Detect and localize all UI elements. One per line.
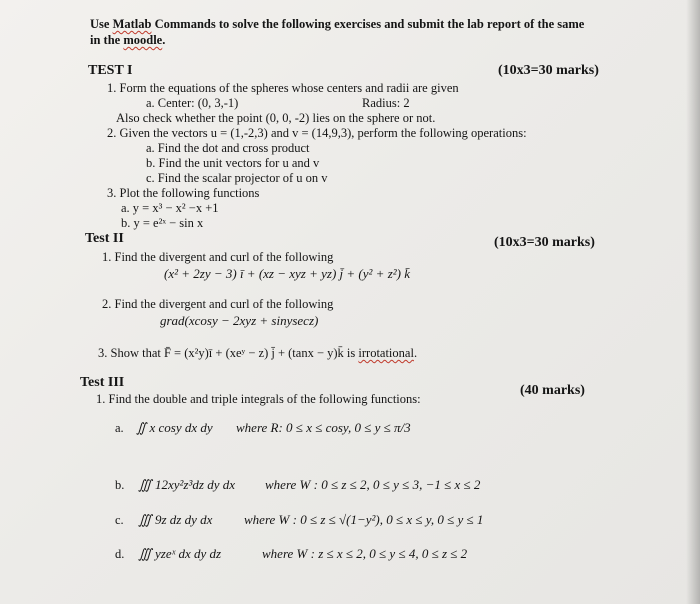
- test-3-item-a-label: a.: [115, 421, 124, 435]
- test-1-question-1a: a. Center: (0, 3,-1): [146, 96, 239, 110]
- instructions-text: .: [162, 33, 166, 47]
- test-1-question-3a: a. y = x³ − x² −x +1: [121, 201, 219, 215]
- test-1-question-2b: b. Find the unit vectors for u and v: [146, 156, 320, 170]
- test-1-question-1-check: Also check whether the point (0, 0, -2) lies on the sphere or not.: [116, 111, 436, 125]
- page-edge-shadow: [686, 0, 700, 604]
- test-3-marks: (40 marks): [520, 383, 585, 398]
- test-1-question-2c: c. Find the scalar projector of u on v: [146, 171, 328, 185]
- instructions-text: Use: [90, 17, 113, 31]
- test-3-item-d-integral: ∭ yzeˣ dx dy dz: [138, 546, 222, 561]
- test-3-item-c-integral: ∭ 9z dz dy dx: [138, 512, 213, 527]
- moodle-word: moodle: [123, 33, 163, 47]
- test-2-question-1: 1. Find the divergent and curl of the following: [102, 250, 334, 264]
- instructions-text: Commands to solve the following exercises and submit the lab report of the same: [151, 17, 585, 31]
- test-2-question-3-text: 3. Show that F̄ = (x²y)ī + (xeʸ − z) j̄ + (tanx − y)k̄ is: [98, 346, 359, 360]
- test-1-question-3b: b. y = e²ˣ − sin x: [121, 216, 204, 230]
- test-3-question-1: 1. Find the double and triple integrals of the following functions:: [96, 392, 421, 406]
- test-1-question-1a-radius: Radius: 2: [362, 96, 410, 110]
- test-1-question-2a: a. Find the dot and cross product: [146, 141, 310, 155]
- instructions-text: in the: [90, 33, 124, 47]
- instructions-line-2: [90, 33, 165, 47]
- test-3-item-d-label: d.: [115, 547, 125, 561]
- test-2-question-2: 2. Find the divergent and curl of the following: [102, 297, 334, 311]
- test-1-marks: (10x3=30 marks): [498, 63, 599, 78]
- test-1-question-1: 1. Form the equations of the spheres whose centers and radii are given: [107, 81, 459, 95]
- test-3-item-a-region: where R: 0 ≤ x ≤ cosy, 0 ≤ y ≤ π/3: [236, 420, 411, 435]
- irrotational-word: irrotational: [358, 346, 414, 360]
- test-3-item-d-region: where W : z ≤ x ≤ 2, 0 ≤ y ≤ 4, 0 ≤ z ≤ 2: [262, 546, 468, 561]
- test-2-marks: (10x3=30 marks): [494, 235, 595, 250]
- test-3-item-a-integral: ∬ x cosy dx dy: [136, 420, 213, 435]
- instructions-line-1: [90, 17, 584, 31]
- test-3-item-b-integral: ∭ 12xy²z³dz dy dx: [138, 477, 235, 492]
- test-1-question-2: 2. Given the vectors u = (1,-2,3) and v = (14,9,3), perform the following operations:: [107, 126, 527, 140]
- test-3-item-b-region: where W : 0 ≤ z ≤ 2, 0 ≤ y ≤ 3, −1 ≤ x ≤ 2: [265, 477, 481, 492]
- test-2-question-3-period: .: [413, 346, 418, 360]
- test-2-question-1-expression: (x² + 2zy − 3) ī + (xz − xyz + yz) j̄ + (y² + z²) k̄: [164, 266, 411, 281]
- test-2-question-3: [98, 346, 417, 360]
- test-1-title: TEST I: [88, 63, 133, 78]
- test-2-question-2-expression: grad(xcosy − 2xyz + sinysecz): [160, 313, 319, 328]
- test-3-item-c-region: where W : 0 ≤ z ≤ √(1−y²), 0 ≤ x ≤ y, 0 ≤ y ≤ 1: [244, 512, 484, 527]
- test-3-item-b-label: b.: [115, 478, 125, 492]
- test-3-item-c-label: c.: [115, 513, 124, 527]
- test-2-title: Test II: [85, 231, 124, 246]
- test-3-title: Test III: [80, 375, 125, 390]
- matlab-word: Matlab: [112, 17, 152, 31]
- test-1-question-3: 3. Plot the following functions: [107, 186, 260, 200]
